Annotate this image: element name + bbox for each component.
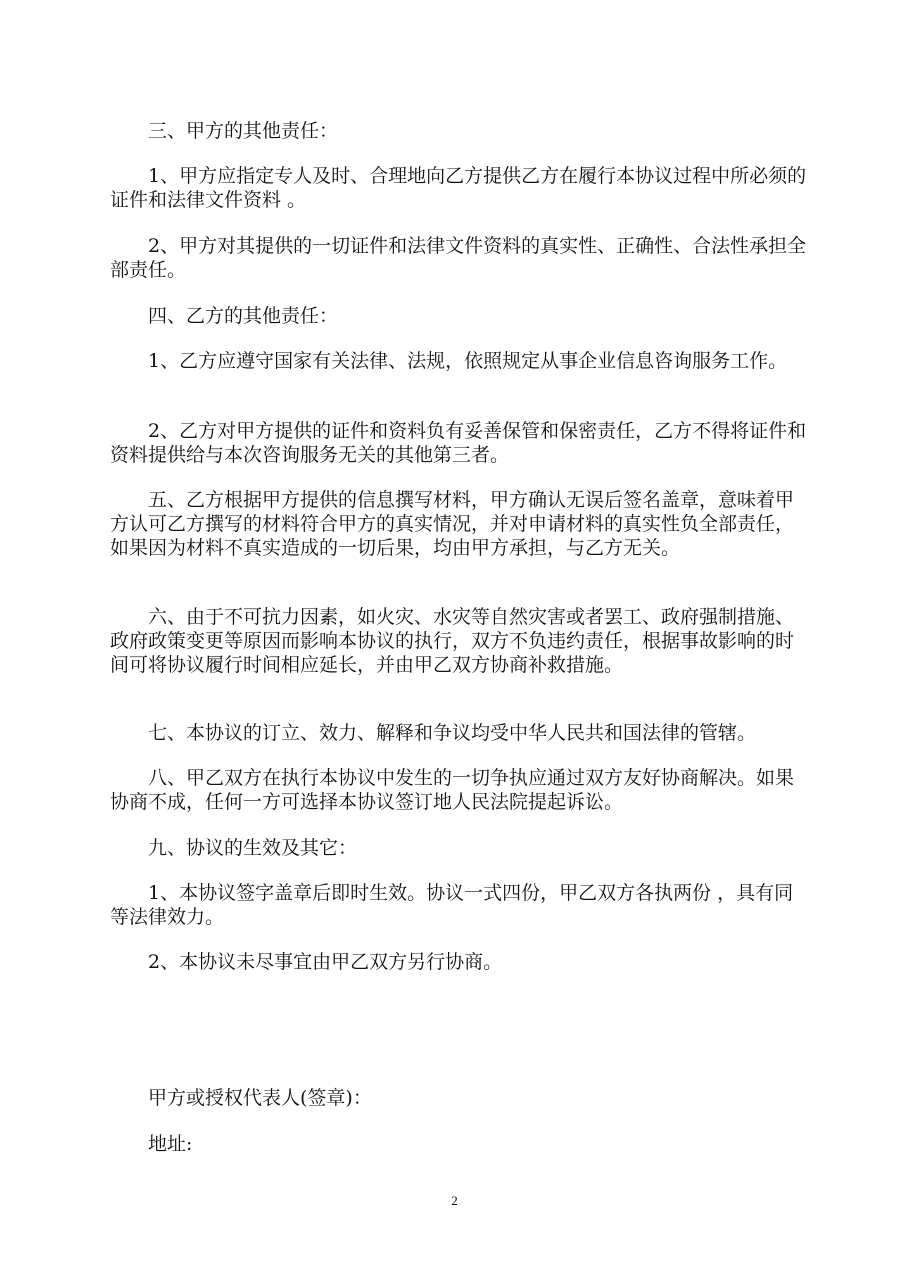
section-4-item-1: 1、乙方应遵守国家有关法律、法规，依照规定从事企业信息咨询服务工作。	[148, 350, 788, 372]
section-6-paragraph: 六、由于不可抗力因素，如火灾、水灾等自然灾害或者罢工、政府强制措施、政府政策变更等原因而影响本协议的执行，双方不负违约责任，根据事故影响的时间可将协议履行时间相应延长，并由甲乙双方协商补救措施。	[110, 606, 795, 676]
section-5-paragraph: 五、乙方根据甲方提供的信息撰写材料，甲方确认无误后签名盖章，意味着甲方认可乙方撰写的材料符合甲方的真实情况，并对申请材料的真实性负全部责任，如果因为材料不真实造成的一切后果，均由甲方承担，与乙方无关。	[110, 489, 795, 559]
section-3-heading: 三、甲方的其他责任：	[148, 120, 339, 142]
section-9-heading: 九、协议的生效及其它：	[148, 837, 358, 859]
section-7-paragraph: 七、本协议的订立、效力、解释和争议均受中华人民共和国法律的管辖。	[148, 722, 757, 744]
address-label: 地址:	[148, 1133, 193, 1155]
party-a-signature-label: 甲方或授权代表人(签章)：	[148, 1087, 372, 1109]
section-4-heading: 四、乙方的其他责任：	[148, 305, 339, 327]
section-3-item-2: 2、甲方对其提供的一切证件和法律文件资料的真实性、正确性、合法性承担全部责任。	[110, 235, 807, 281]
section-9-item-1: 1、本协议签字盖章后即时生效。协议一式四份，甲乙双方各执两份 ，具有同等法律效力。	[110, 882, 794, 928]
page-number: 2	[451, 1193, 458, 1208]
section-3-item-1: 1、甲方应指定专人及时、合理地向乙方提供乙方在履行本协议过程中所必须的证件和法律文件资料 。	[110, 165, 807, 211]
section-4-item-2: 2、乙方对甲方提供的证件和资料负有妥善保管和保密责任，乙方不得将证件和资料提供给与本次咨询服务无关的其他第三者。	[110, 420, 807, 466]
section-8-paragraph: 八、甲乙双方在执行本协议中发生的一切争执应通过双方友好协商解决。如果协商不成，任何一方可选择本协议签订地人民法院提起诉讼。	[110, 767, 795, 813]
section-9-item-2: 2、本协议未尽事宜由甲乙双方另行协商。	[148, 951, 503, 973]
